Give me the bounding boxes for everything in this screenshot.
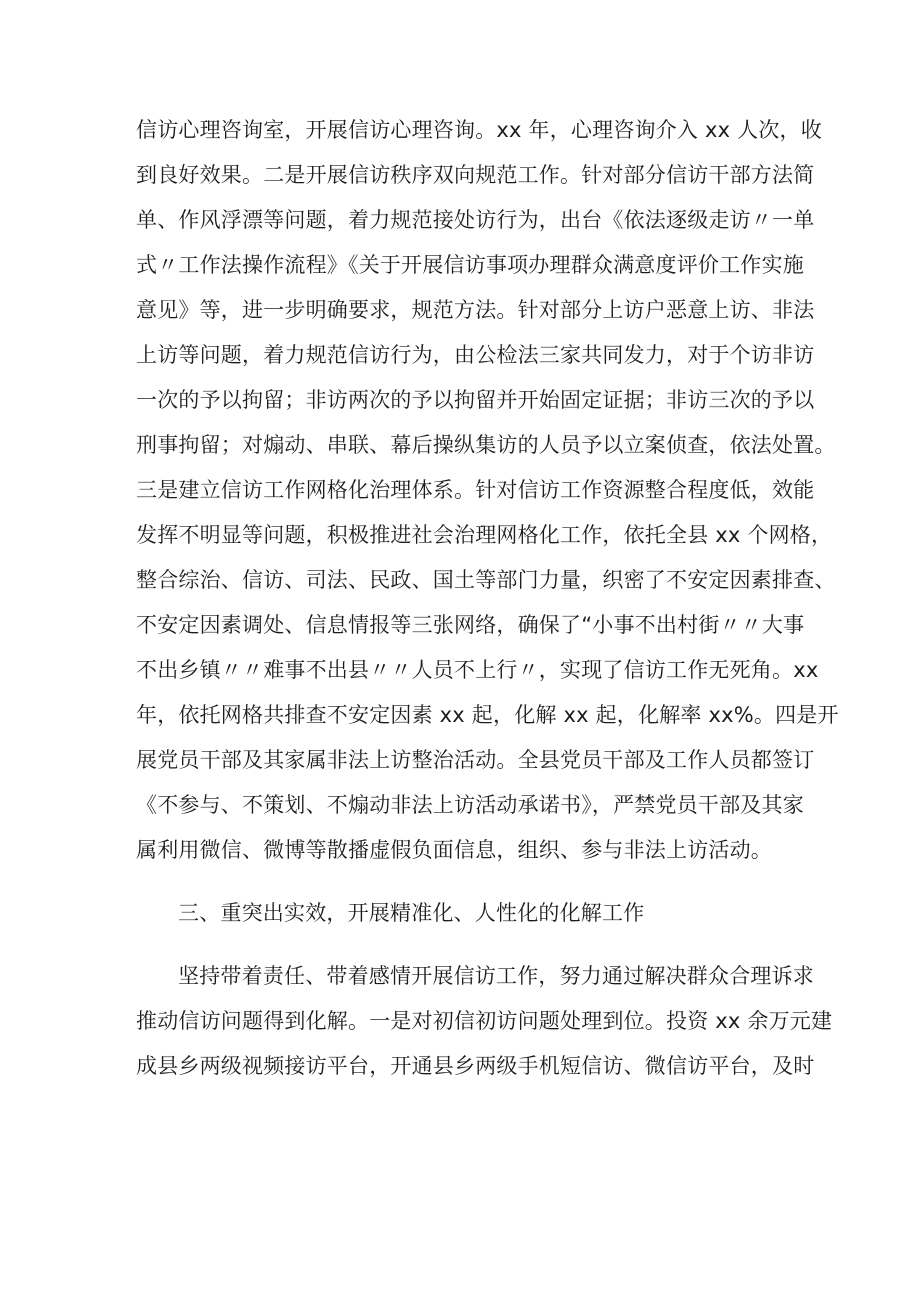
text-line: 意见》等，进一步明确要求，规范方法。针对部分上访户恶意上访、非法: [136, 298, 815, 322]
text-line: 一次的予以拘留；非访两次的予以拘留并开始固定证据；非访三次的予以: [136, 388, 815, 412]
text-line: 整合综治、信访、司法、民政、国土等部门力量，织密了不安定因素排查、: [136, 568, 836, 592]
text-line: 《不参与、不策划、不煽动非法上访活动承诺书》，严禁党员干部及其家: [136, 793, 804, 817]
text-line: 三是建立信访工作网格化治理体系。针对信访工作资源整合程度低，效能: [136, 478, 815, 502]
text-line: 上访等问题，着力规范信访行为，由公检法三家共同发力，对于个访非访: [136, 343, 815, 367]
text-line: 发挥不明显等问题，积极推进社会治理网格化工作，依托全县 xx 个网格，: [136, 523, 833, 547]
text-line-last: 属利用微信、微博等散播虚假负面信息，组织、参与非法上访活动。: [136, 838, 772, 862]
text-line: 式〃工作法操作流程》《关于开展信访事项办理群众满意度评价工作实施: [136, 253, 804, 277]
text-line: 不出乡镇〃〃难事不出县〃〃人员不上行〃，实现了信访工作无死角。xx: [136, 658, 819, 682]
text-line: 到良好效果。二是开展信访秩序双向规范工作。针对部分信访干部方法简: [136, 163, 815, 187]
section-heading: 三、重突出实效，开展精准化、人性化的化解工作: [178, 901, 645, 925]
text-line: 不安定因素调处、信息情报等三张网络，确保了“小事不出村街〃〃大事: [136, 613, 805, 637]
text-line: 成县乡两级视频接访平台，开通县乡两级手机短信访、微信访平台，及时: [136, 1054, 815, 1078]
text-line: 年，依托网格共排查不安定因素 xx 起，化解 xx 起，化解率 xx%。四是开: [136, 703, 839, 727]
text-line: 展党员干部及其家属非法上访整治活动。全县党员干部及工作人员都签订: [136, 748, 815, 772]
text-line: 单、作风浮漂等问题，着力规范接处访行为，出台《依法逐级走访〃一单: [136, 208, 815, 232]
text-line: 刑事拘留；对煽动、串联、幕后操纵集访的人员予以立案侦查，依法处置。: [136, 433, 836, 457]
text-line: 坚持带着责任、带着感情开展信访工作，努力通过解决群众合理诉求: [178, 964, 814, 988]
text-line: 信访心理咨询室，开展信访心理咨询。xx 年，心理咨询介入 xx 人次，收: [136, 118, 822, 142]
text-line: 推动信访问题得到化解。一是对初信初访问题处理到位。投资 xx 余万元建: [136, 1009, 833, 1033]
